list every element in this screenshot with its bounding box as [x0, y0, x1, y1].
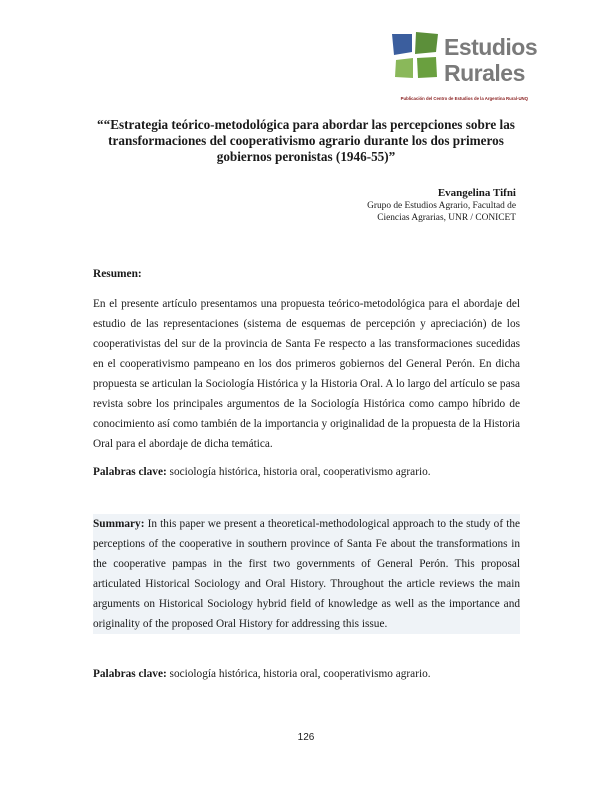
- keywords-label: Palabras clave:: [93, 668, 167, 680]
- summary-label: Summary:: [93, 518, 145, 530]
- author-affiliation-line1: Grupo de Estudios Agrario, Facultad de: [367, 201, 516, 211]
- author-name: Evangelina Tifni: [437, 187, 516, 199]
- logo-word-estudios: Estudios: [444, 34, 538, 60]
- logo-word-rurales: Rurales: [444, 60, 525, 86]
- keywords-es: [93, 462, 520, 482]
- keywords-label: Palabras clave:: [93, 466, 167, 478]
- keywords-text: sociología histórica, historia oral, cooperativismo agrario.: [166, 668, 431, 680]
- logo-squares-icon: [388, 30, 444, 86]
- resumen-text: En el presente artículo presentamos una propuesta teórico-metodológica para el abordaje del estudio de las representaciones (sistema de esquemas de percepción y apreciación) de los cooperativistas del sur de la provincia de Santa Fe respecto a las transformaciones sucedidas en el cooperativismo pampeano en los dos primeros gobiernos del General Perón. En dicha propuesta se articulan la Sociología Histórica y la Historia Oral. A lo largo del artículo se pasa revista sobre los principales argumentos de la Sociología Histórica como campo híbrido de conocimiento así como también de la importancia y originalidad de la propuesta de la Historia Oral para el abordaje de dicha temática.: [93, 298, 520, 450]
- keywords-text: sociología histórica, historia oral, cooperativismo agrario.: [166, 466, 431, 478]
- keywords-second: [93, 664, 520, 684]
- summary-text: In this paper we present a theoretical-methodological approach to the study of the perceptions of the cooperative in southern province of Santa Fe about the transformations in the cooperative pampas in the first two governments of General Perón. This proposal articulated Historical Sociology and Oral History. Throughout the article reviews the main arguments on Historical Sociology hybrid field of knowledge as well as the importance and originality of the proposed Oral History for addressing this issue.: [93, 518, 520, 630]
- page-number: 126: [297, 732, 315, 743]
- logo-subtitle: Publicación del Centro de Estudios de la Argentina Rural-UNQ: [400, 96, 528, 101]
- journal-logo: [388, 30, 538, 110]
- author-block: [367, 186, 516, 224]
- article-title: ““Estrategia teórico-metodológica para abordar las percepciones sobre las transformaciones del cooperativismo agrario durante los dos primeros gobiernos peronistas (1946-55)”: [97, 117, 515, 164]
- summary-paragraph: [93, 514, 520, 634]
- author-affiliation-line2: Ciencias Agrarias, UNR / CONICET: [377, 213, 516, 223]
- resumen-heading: Resumen:: [93, 268, 142, 280]
